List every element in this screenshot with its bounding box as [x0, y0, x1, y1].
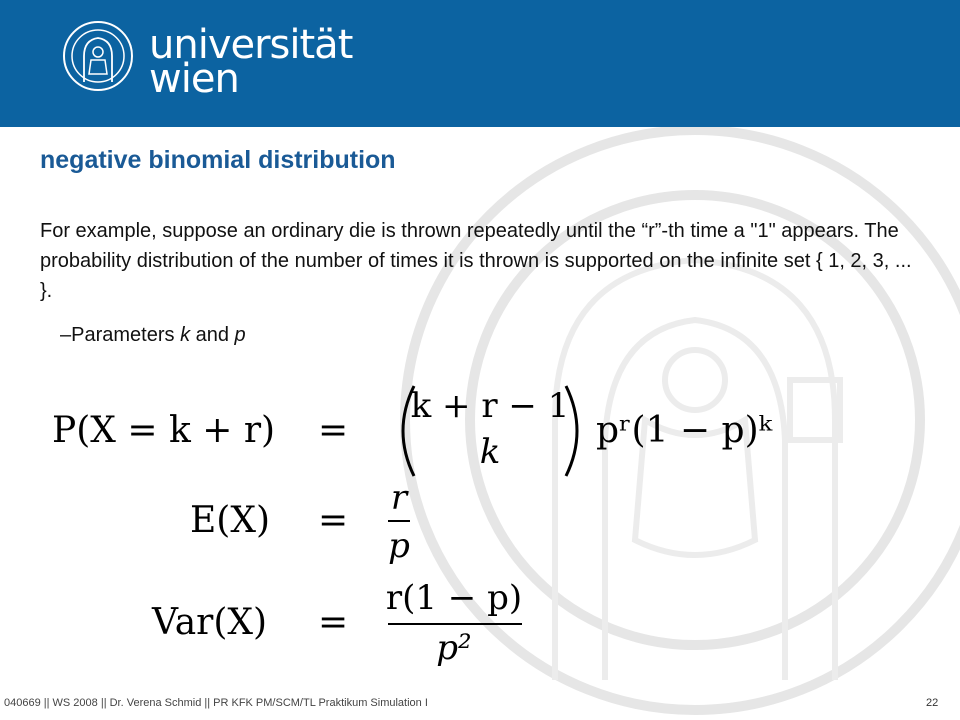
- bullet-p: p: [234, 324, 246, 346]
- header-bar: [0, 0, 960, 127]
- eq1-lhs: P(X = k + r): [52, 410, 276, 451]
- eq1-binom-bottom: k: [479, 432, 501, 472]
- eq1-right-paren: [562, 384, 592, 478]
- parameters-bullet: [60, 324, 246, 347]
- page-number: 22: [926, 697, 939, 709]
- paragraph-text: For example, suppose an ordinary die is thrown repeatedly until the “r”-th time a "1" appears. The probability distribution of the number of times it is thrown is supported on the infinite set { 1, 2, 3, ... }.: [40, 220, 912, 302]
- wordmark-line1: universität: [149, 22, 353, 68]
- bullet-prefix: –Parameters: [60, 324, 181, 346]
- eq3-fraction-bar: [388, 623, 522, 625]
- eq3-equals: =: [318, 602, 349, 643]
- bullet-k: k: [180, 324, 191, 346]
- eq2-numerator: r: [390, 478, 408, 518]
- slide-title: negative binomial distribution: [40, 146, 396, 174]
- eq2-fraction-bar: [388, 520, 410, 522]
- bullet-and: and: [190, 324, 235, 346]
- eq2-lhs: E(X): [190, 500, 270, 541]
- eq2-denominator: p: [388, 526, 410, 566]
- eq1-rest: pʳ(1 − p)ᵏ: [596, 410, 772, 451]
- eq1-equals: =: [318, 410, 349, 451]
- university-seal-logo: [62, 20, 134, 92]
- eq3-numerator: r(1 − p): [385, 578, 523, 618]
- eq3-denominator: p²: [436, 628, 472, 668]
- eq3-lhs: Var(X): [152, 602, 268, 643]
- university-wordmark: [149, 22, 353, 102]
- footer-text: 040669 || WS 2008 || Dr. Verena Schmid || PR KFK PM/SCM/TL Praktikum Simulation I: [4, 697, 428, 709]
- eq1-binom-top: k + r − 1: [410, 386, 570, 426]
- eq2-equals: =: [318, 500, 349, 541]
- slide-paragraph: [40, 216, 920, 306]
- wordmark-line2: wien: [149, 56, 239, 102]
